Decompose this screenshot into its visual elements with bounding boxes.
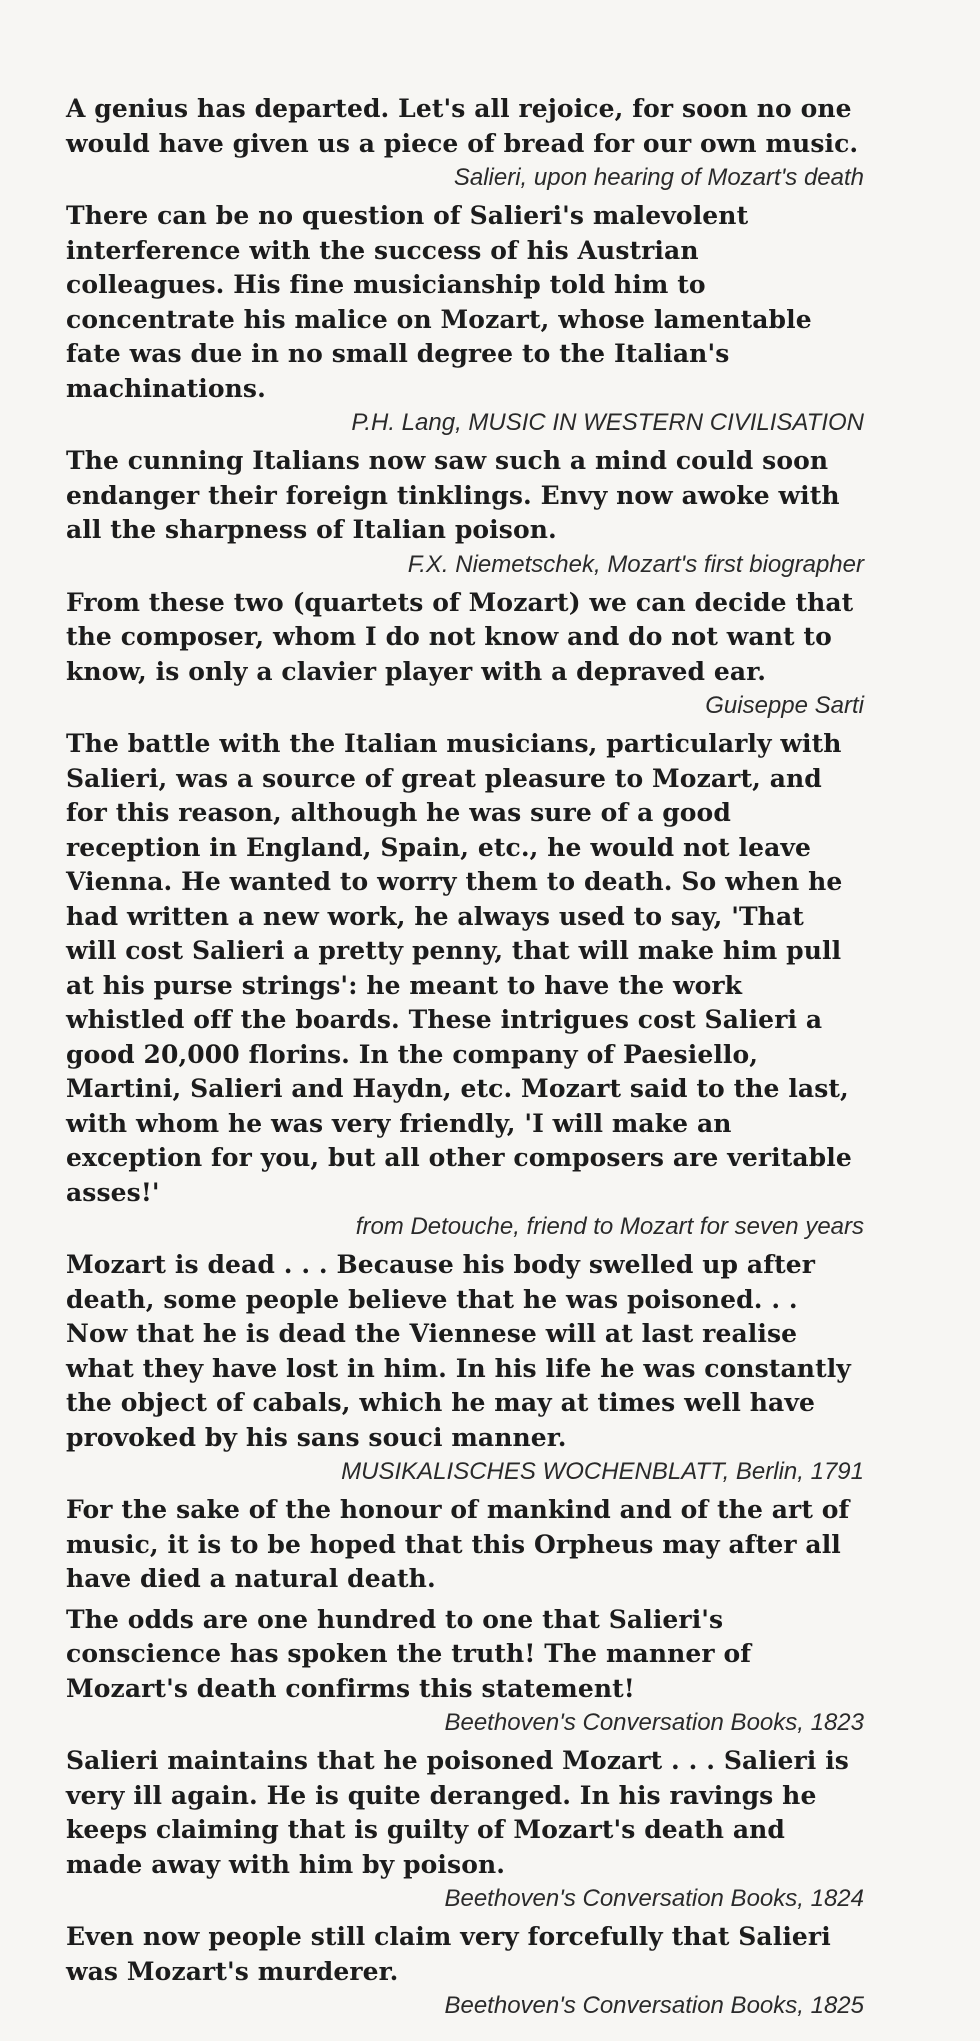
quote-text: Salieri maintains that he poisoned Mozart . . . Salieri is very ill again. He is quite deranged. In his ravings he keeps claiming that is guilty of Mozart's death and made away with him by poison. bbox=[66, 1746, 849, 1879]
quote-attribution: from Detouche, friend to Mozart for seven years bbox=[355, 1213, 864, 1240]
quote-attribution: MUSIKALISCHES WOCHENBLATT, Berlin, 1791 bbox=[341, 1458, 864, 1485]
quote-text: The odds are one hundred to one that Salieri's conscience has spoken the truth! The manner of Mozart's death confirms this statement! bbox=[66, 1604, 752, 1703]
quote-attribution: Salieri, upon hearing of Mozart's death bbox=[453, 164, 864, 191]
quote-attribution: Beethoven's Conversation Books, 1823 bbox=[444, 1709, 864, 1736]
quote-text: For the sake of the honour of mankind and of the art of music, it is to be hoped that this Orpheus may after all have died a natural death. bbox=[66, 1495, 850, 1593]
quote-attribution: Guiseppe Sarti bbox=[705, 692, 864, 719]
quote-attribution: F.X. Niemetschek, Mozart's first biographer bbox=[407, 550, 864, 578]
quote-text: The battle with the Italian musicians, particularly with Salieri, was a source of great pleasure to Mozart, and for this reason, although he was sure of a good reception in England, Spain, etc., he would not leave Vienna. He wanted to worry them to death. So when he had written a new work, he always used to say, 'That will cost Salieri a pretty penny, that will make him pull at his purse strings': he meant to have the work whistled off the boards. These intrigues cost Salieri a good 20,000 florins. In the company of Paesiello, Martini, Salieri and Haydn, etc. Mozart said to the last, with whom he was very friendly, 'I will make an exception for you, but all other composers are veritable asses!' bbox=[66, 729, 852, 1207]
quote-attribution: Beethoven's Conversation Books, 1824 bbox=[444, 1885, 864, 1912]
quote-text: Even now people still claim very forcefully that Salieri was Mozart's murderer. bbox=[66, 1922, 831, 1986]
quote-text: A genius has departed. Let's all rejoice, for soon no one would have given us a piece of bread for our own music. bbox=[66, 94, 859, 158]
quote-text: The cunning Italians now saw such a mind could soon endanger their foreign tinklings. Envy now awoke with all the sharpness of Italian poison. bbox=[66, 446, 840, 544]
quote-attribution: Beethoven's Conversation Books, 1825 bbox=[444, 1992, 864, 2019]
quote-text: Mozart is dead . . . Because his body swelled up after death, some people believe that he was poisoned. . . Now that he is dead the Viennese will at last realise what they have lost in him. In his life he was constantly the object of cabals, which he may at times well have provoked by his sans souci manner. bbox=[66, 1250, 851, 1452]
quote-attribution: P.H. Lang, MUSIC IN WESTERN CIVILISATION bbox=[351, 409, 864, 436]
quote-text: From these two (quartets of Mozart) we can decide that the composer, whom I do not know and do not want to know, is only a clavier player with a depraved ear. bbox=[66, 587, 854, 686]
quote-text: There can be no question of Salieri's malevolent interference with the success of his Austrian colleagues. His fine musicianship told him to concentrate his malice on Mozart, whose lamentable fate was due in no small degree to the Italian's machinations. bbox=[66, 201, 812, 403]
